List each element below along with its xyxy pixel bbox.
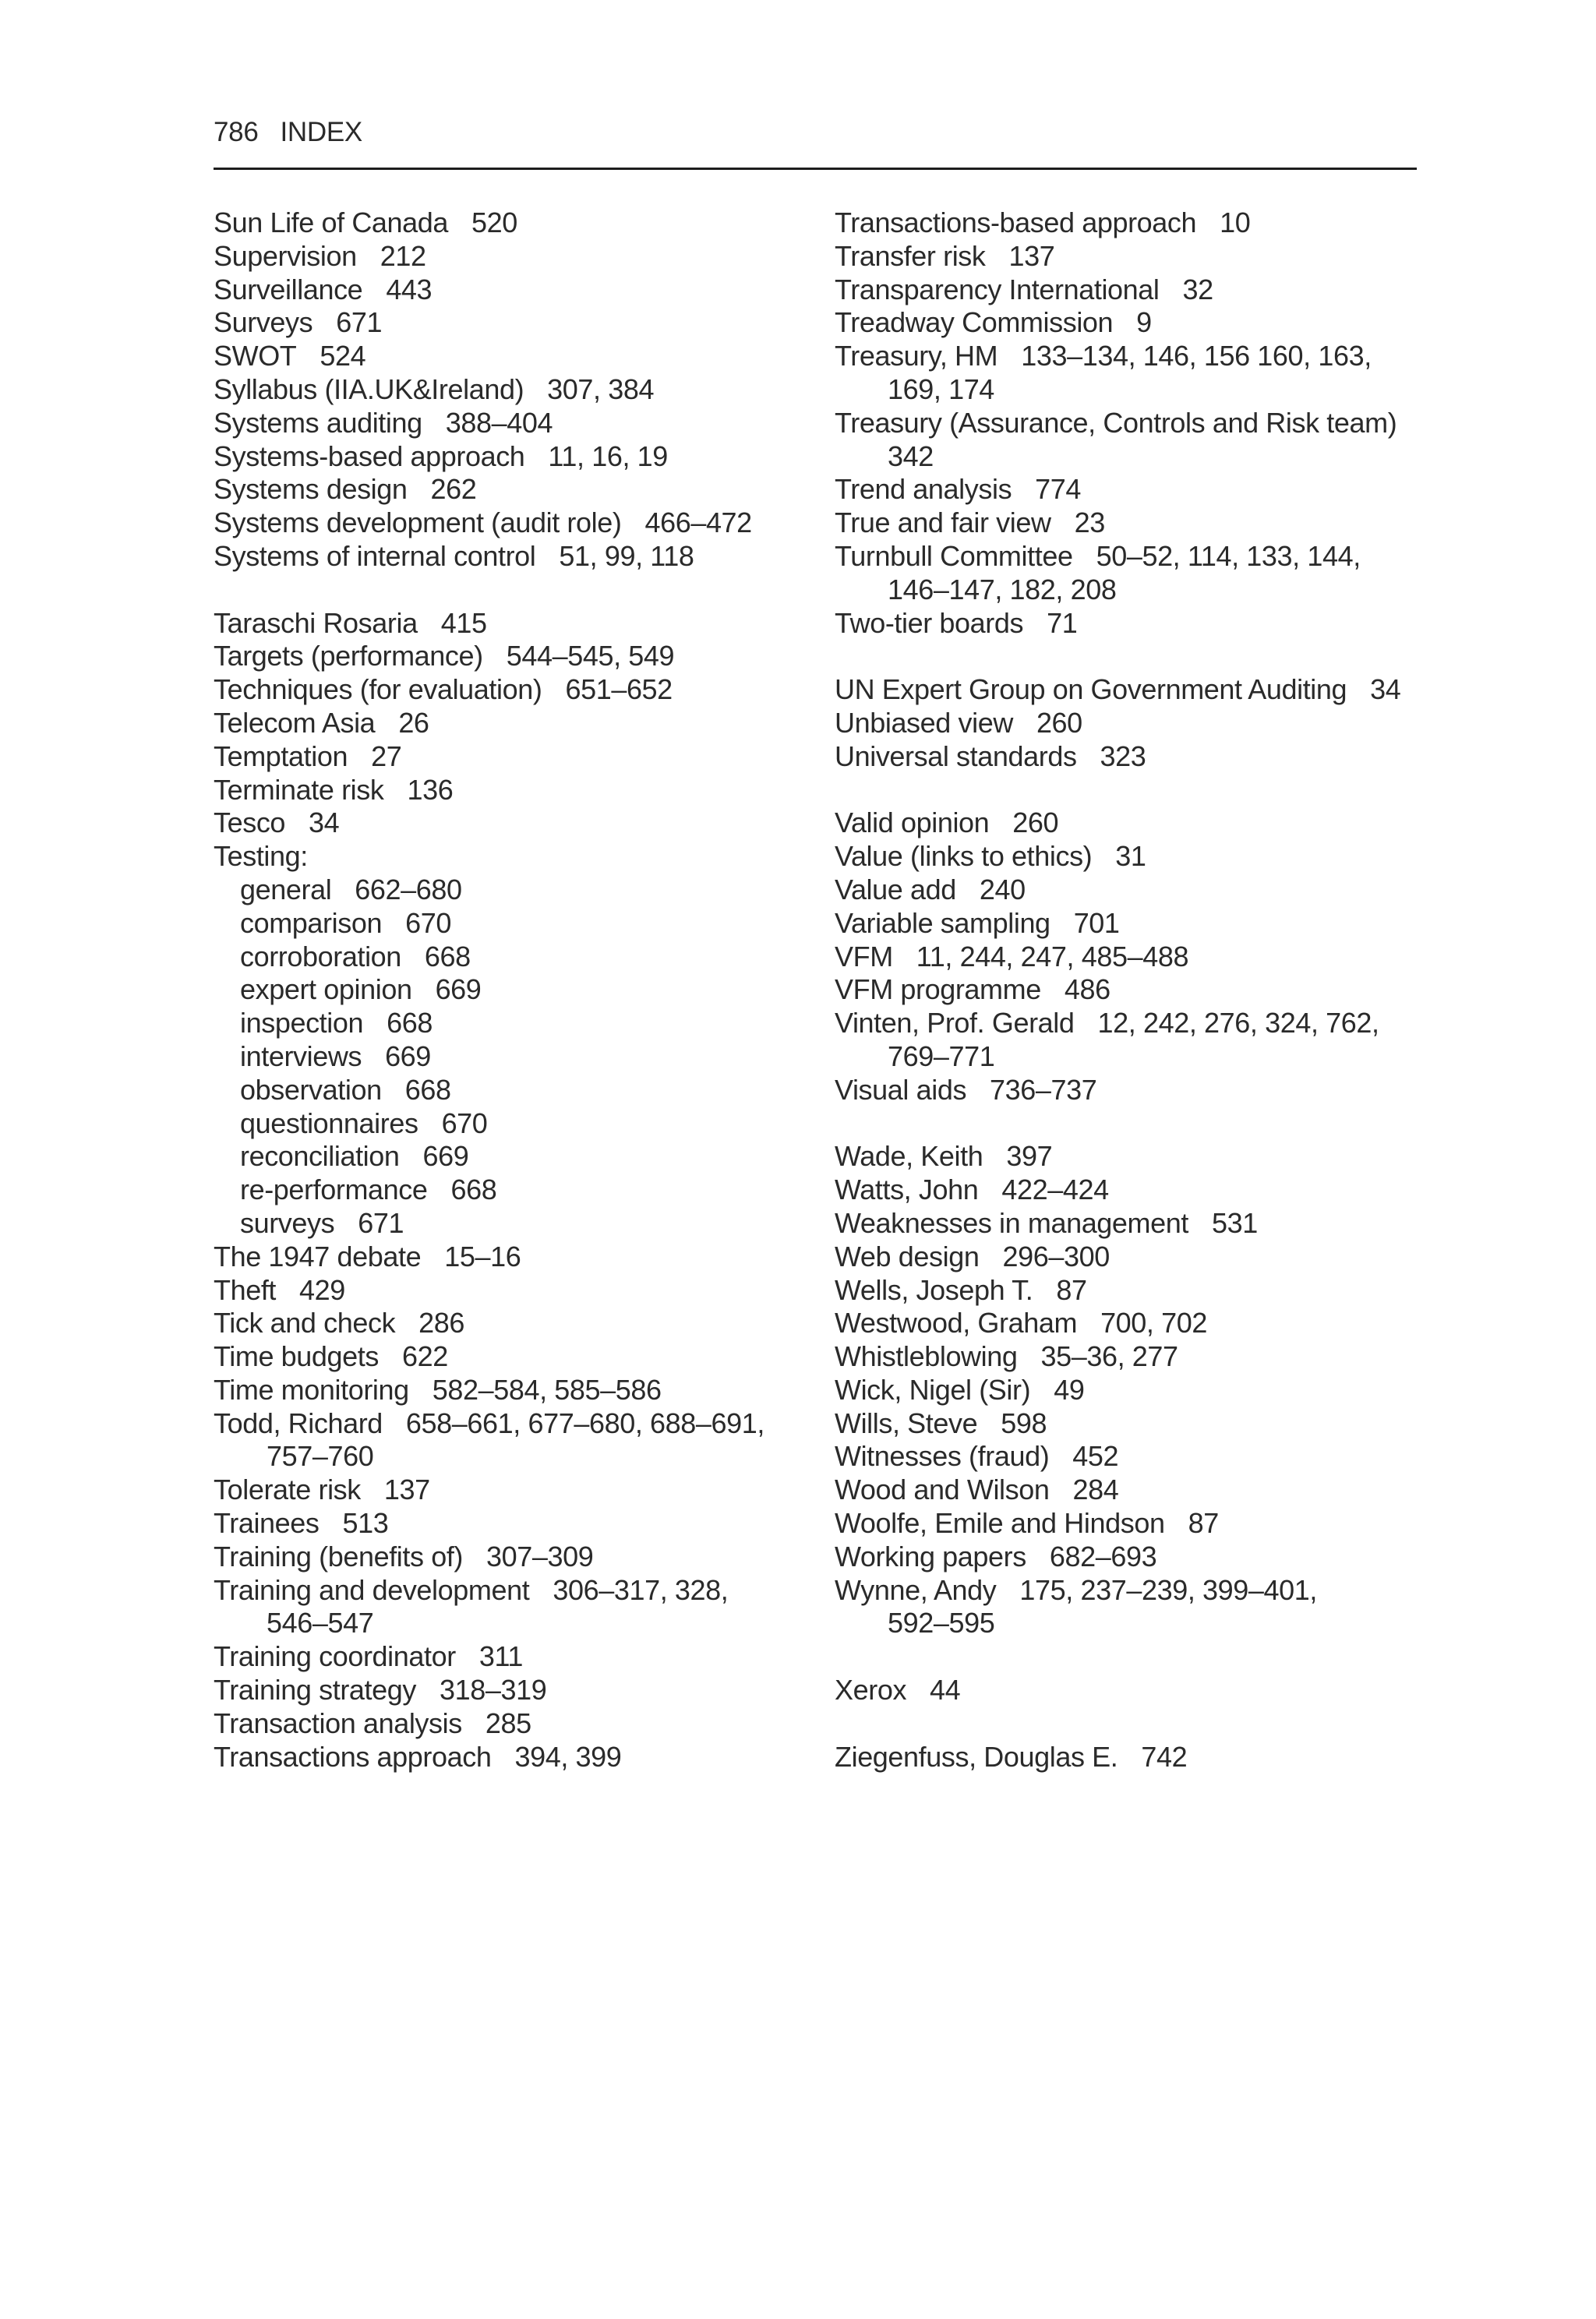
index-entry [214,807,806,840]
index-page-refs: 394, 399 [514,1740,622,1773]
index-term: Whistleblowing [835,1340,1018,1373]
index-page-refs: 682–693 [1049,1540,1157,1572]
index-page-refs: 668 [424,940,471,972]
index-subentry [214,1174,806,1207]
index-entry [214,1407,806,1474]
index-entry [835,540,1427,607]
index-term: Weaknesses in management [835,1206,1188,1239]
index-term: Wood and Wilson [835,1474,1050,1506]
index-entry [835,1674,1427,1707]
index-entry [835,673,1427,707]
index-page-refs: 11, 244, 247, 485–488 [916,940,1189,972]
index-page-refs: 262 [430,473,477,506]
index-page-refs: 323 [1100,739,1146,772]
index-page-refs-continued: 757–760 [267,1440,374,1473]
index-entry [214,740,806,774]
index-entry [214,407,806,440]
index-entry [835,407,1427,474]
index-term: Westwood, Graham [835,1307,1078,1340]
index-page-refs: 671 [336,306,383,339]
index-term: Time monitoring [214,1373,409,1406]
index-page-refs: 306–317, 328, [553,1573,729,1606]
index-term: Trainees [214,1507,320,1540]
index-page-refs: 668 [404,1073,451,1106]
index-page-refs: 307, 384 [547,372,655,405]
index-page-refs: 582–584, 585–586 [432,1373,662,1406]
index-page-refs: 10 [1220,206,1251,238]
index-entry [835,1741,1427,1774]
index-entry [214,1340,806,1374]
index-subentry [214,941,806,974]
index-page-refs-continued: 769–771 [888,1039,995,1072]
index-page-refs: 9 [1136,306,1152,339]
index-page-refs: 443 [386,273,433,305]
index-page-refs: 651–652 [565,673,673,706]
index-page-refs: 137 [383,1474,430,1506]
index-entry [835,473,1427,507]
index-term: Vinten, Prof. Gerald [835,1007,1075,1039]
index-term: Taraschi Rosaria [214,606,418,639]
index-column-left [214,206,806,1774]
index-entry [214,1707,806,1741]
index-entry [835,807,1427,840]
index-subentry [214,1207,806,1241]
index-subentry [214,1140,806,1174]
index-page-refs: 26 [398,706,429,739]
index-entry [214,1574,806,1641]
index-term: Training and development [214,1573,530,1606]
index-page-refs-continued: 342 [888,439,934,472]
index-entry [835,1241,1427,1274]
index-page-refs: 669 [385,1039,431,1072]
index-entry [835,840,1427,874]
index-page-refs: 44 [930,1674,961,1707]
index-page-refs: 260 [1012,807,1059,839]
index-entry [835,973,1427,1007]
index-page-refs: 531 [1212,1206,1258,1239]
index-entry [835,1440,1427,1474]
index-entry [835,907,1427,941]
index-term: Treasury, HM [835,340,998,372]
index-page-refs: 87 [1056,1273,1087,1306]
index-page-refs: 15–16 [444,1240,521,1272]
index-page-refs: 669 [435,973,482,1006]
index-entry [214,774,806,807]
index-page-refs: 622 [401,1340,448,1373]
index-entry [835,1140,1427,1174]
index-term: Valid opinion [835,807,990,839]
index-term: reconciliation [240,1140,400,1173]
index-term: Treadway Commission [835,306,1114,339]
index-term: corroboration [240,940,401,972]
index-term: Value add [835,873,956,905]
index-page-refs: 415 [440,606,487,639]
index-page-refs: 524 [320,340,366,372]
index-term: Testing: [214,840,308,873]
index-term: comparison [240,906,383,939]
index-page-refs: 87 [1188,1507,1219,1540]
index-entry [835,206,1427,240]
index-page-refs: 34 [309,807,340,839]
index-subentry [214,1040,806,1074]
index-page-refs: 240 [979,873,1026,905]
index-entry [835,1307,1427,1340]
index-subentry [214,973,806,1007]
index-page-refs: 51, 99, 118 [559,539,694,572]
index-entry [835,1074,1427,1107]
index-page-refs-continued: 146–147, 182, 208 [888,573,1117,605]
index-entry [214,306,806,340]
index-entry [835,274,1427,307]
index-entry [835,874,1427,907]
index-page-refs: 286 [418,1307,465,1340]
index-entry [835,1407,1427,1441]
index-term: Transactions approach [214,1740,492,1773]
index-page-refs: 774 [1035,473,1082,506]
index-page-refs: 50–52, 114, 133, 144, [1096,539,1361,572]
index-entry [214,707,806,740]
index-column-right [835,206,1427,1774]
index-term: The 1947 debate [214,1240,422,1272]
index-term: Surveys [214,306,313,339]
index-entry [835,306,1427,340]
index-entry [835,1541,1427,1574]
index-page-refs: 598 [1001,1407,1047,1439]
index-page-refs: 11, 16, 19 [548,439,668,472]
index-entry [835,1574,1427,1641]
index-term: Training coordinator [214,1640,456,1673]
index-term: Woolfe, Emile and Hindson [835,1507,1165,1540]
index-term: inspection [240,1007,364,1039]
index-term: Two-tier boards [835,606,1024,639]
index-term: Tesco [214,807,286,839]
index-term: Todd, Richard [214,1407,383,1439]
index-entry [214,1241,806,1274]
index-entry [214,440,806,474]
index-entry [214,473,806,507]
index-term: Techniques (for evaluation) [214,673,542,706]
index-entry [214,607,806,641]
index-term: Theft [214,1273,277,1306]
index-term: Time budgets [214,1340,379,1373]
index-page-refs-continued: 169, 174 [888,372,994,405]
index-page-refs: 671 [358,1206,404,1239]
index-term: Witnesses (fraud) [835,1440,1050,1473]
index-page-refs: 318–319 [439,1674,547,1707]
index-entry [214,1274,806,1308]
index-entry [214,1374,806,1407]
index-term: Variable sampling [835,906,1050,939]
index-term: Wynne, Andy [835,1573,997,1606]
index-term: Temptation [214,739,348,772]
index-term: Syllabus (IIA.UK&Ireland) [214,372,524,405]
index-entry [214,840,806,874]
index-entry [835,707,1427,740]
index-subentry [214,1074,806,1107]
index-entry [214,1741,806,1774]
index-term: Wills, Steve [835,1407,978,1439]
index-page-refs: 670 [441,1107,488,1139]
index-term: Value (links to ethics) [835,840,1093,873]
index-term: questionnaires [240,1107,418,1139]
index-page-refs-continued: 546–547 [267,1607,374,1640]
index-page-refs: 35–36, 277 [1040,1340,1178,1373]
index-page-refs: 513 [342,1507,389,1540]
index-entry [835,1274,1427,1308]
index-page-refs: 284 [1072,1474,1119,1506]
index-entry [214,373,806,407]
index-page-refs: 452 [1072,1440,1119,1473]
index-entry [214,1307,806,1340]
index-page-refs: 700, 702 [1100,1307,1207,1340]
index-entry [214,1507,806,1541]
index-term: Telecom Asia [214,706,376,739]
index-page-refs: 71 [1047,606,1078,639]
index-term: Systems-based approach [214,439,525,472]
index-entry [214,1474,806,1507]
index-term: Training (benefits of) [214,1540,464,1572]
index-term: Terminate risk [214,773,384,806]
index-entry [214,206,806,240]
index-page-refs: 133–134, 146, 156 160, 163, [1021,340,1372,372]
index-term: Transactions-based approach [835,206,1197,238]
index-term: VFM programme [835,973,1041,1006]
index-term: Tolerate risk [214,1474,361,1506]
index-entry [835,941,1427,974]
index-term: Surveillance [214,273,363,305]
index-entry [214,240,806,274]
index-entry [835,607,1427,641]
index-entry [835,1207,1427,1241]
index-entry [214,1674,806,1707]
index-term: Trend analysis [835,473,1012,506]
index-entry [835,1340,1427,1374]
index-entry [835,1174,1427,1207]
index-term: Transparency International [835,273,1160,305]
index-entry [835,1507,1427,1541]
index-term: Systems of internal control [214,539,536,572]
index-page-refs: 668 [450,1174,497,1206]
index-page-refs: 429 [299,1273,345,1306]
index-page-refs: 31 [1115,840,1146,873]
index-entry [835,1374,1427,1407]
page-number: 786 [214,117,259,147]
index-term: Web design [835,1240,980,1272]
index-term: surveys [240,1206,335,1239]
index-entry [835,507,1427,540]
index-page-refs: 397 [1006,1140,1053,1173]
index-page-refs: 27 [371,739,402,772]
index-term: Unbiased view [835,706,1013,739]
index-entry [835,340,1427,407]
index-term: interviews [240,1039,362,1072]
index-entry [214,540,806,574]
index-entry [835,740,1427,774]
index-term: Visual aids [835,1073,967,1106]
index-page-refs: 296–300 [1002,1240,1110,1272]
index-page-refs: 212 [380,239,426,272]
index-entry [214,507,806,540]
index-term: Watts, John [835,1174,979,1206]
index-term: UN Expert Group on Government Auditing [835,673,1347,706]
index-term: Systems design [214,473,408,506]
index-entry [835,1007,1427,1074]
index-term: Treasury (Assurance, Controls and Risk team) [835,406,1397,439]
index-entry [835,1474,1427,1507]
index-term: Systems development (audit role) [214,507,622,539]
index-page-refs: 670 [405,906,451,939]
index-term: VFM [835,940,893,972]
index-page-refs: 137 [1008,239,1055,272]
index-page-refs: 136 [407,773,454,806]
index-term: Supervision [214,239,357,272]
index-term: Turnbull Committee [835,539,1073,572]
index-page-refs: 32 [1182,273,1213,305]
index-page-refs: 307–309 [486,1540,594,1572]
index-term: Wells, Joseph T. [835,1273,1033,1306]
index-subentry [214,1107,806,1141]
index-term: observation [240,1073,382,1106]
index-term: SWOT [214,340,297,372]
index-page-refs: 34 [1370,673,1401,706]
index-subentry [214,1007,806,1040]
index-page-refs: 701 [1073,906,1120,939]
index-entry [214,640,806,673]
index-term: True and fair view [835,507,1051,539]
index-entry [214,340,806,373]
index-entry [214,1541,806,1574]
running-head [214,118,362,146]
index-page-refs: 658–661, 677–680, 688–691, [405,1407,764,1439]
index-term: re-performance [240,1174,428,1206]
index-term: general [240,873,332,905]
index-entry [214,1640,806,1674]
index-term: Xerox [835,1674,907,1707]
index-term: Wade, Keith [835,1140,983,1173]
index-page-refs: 12, 242, 276, 324, 762, [1097,1007,1379,1039]
index-term: Wick, Nigel (Sir) [835,1373,1031,1406]
index-term: Working papers [835,1540,1026,1572]
index-term: Training strategy [214,1674,416,1707]
index-page-refs: 285 [485,1707,531,1739]
index-page-refs: 49 [1054,1373,1085,1406]
index-page-refs: 742 [1141,1740,1188,1773]
index-term: Targets (performance) [214,640,483,672]
index-page-refs: 736–737 [990,1073,1097,1106]
index-page-refs: 466–472 [644,507,752,539]
index-term: Sun Life of Canada [214,206,449,238]
index-entry [835,240,1427,274]
header-rule [214,168,1417,170]
index-term: Tick and check [214,1307,396,1340]
index-page-refs: 311 [478,1640,524,1673]
index-entry [214,673,806,707]
index-page-refs: 544–545, 549 [506,640,675,672]
index-page-refs: 23 [1074,507,1105,539]
index-entry [214,274,806,307]
index-term: Systems auditing [214,406,422,439]
index-page-refs: 175, 237–239, 399–401, [1019,1573,1317,1606]
index-page-refs-continued: 592–595 [888,1607,995,1640]
index-subentry [214,874,806,907]
index-page-refs: 662–680 [355,873,462,905]
index-page-refs: 422–424 [1001,1174,1109,1206]
index-term: Universal standards [835,739,1077,772]
index-page-refs: 520 [471,206,517,238]
index-page-refs: 669 [422,1140,469,1173]
index-page-refs: 388–404 [445,406,553,439]
index-page-refs: 486 [1064,973,1110,1006]
index-term: Transfer risk [835,239,986,272]
section-title: INDEX [280,117,362,147]
index-term: Ziegenfuss, Douglas E. [835,1740,1118,1773]
index-term: Transaction analysis [214,1707,462,1739]
index-subentry [214,907,806,941]
index-page-refs: 668 [387,1007,433,1039]
index-term: expert opinion [240,973,412,1006]
index-page-refs: 260 [1036,706,1082,739]
